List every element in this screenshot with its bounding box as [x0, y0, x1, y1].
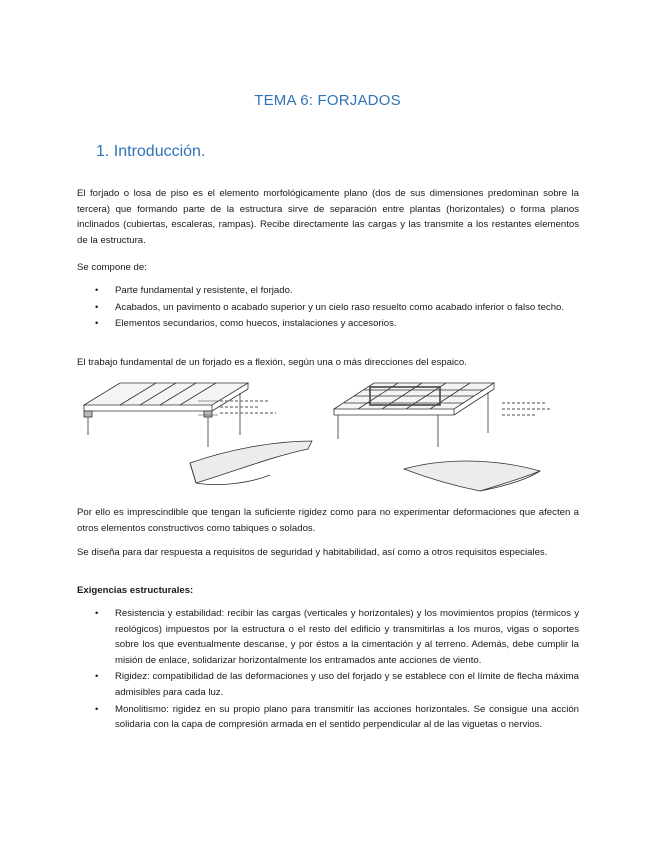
subheading-exigencias: Exigencias estructurales: — [77, 585, 194, 596]
list-item — [77, 669, 579, 700]
bullet-icon: • — [95, 671, 99, 683]
bullet-icon: • — [95, 285, 99, 296]
list-item-text: Monolitismo: rigidez en su propio plano para transmitir las acciones horizontales. Se consigue una acción solidaria con la capa de compresión armada en el sentido perpendicular al de las viguetas o nervios. — [115, 703, 579, 731]
paragraph-definition: El forjado o losa de piso es el elemento morfológicamente plano (dos de sus dimensiones predominan sobre la tercera) que formando parte de la estructura sirve de separación entre plantas (horizontales) o forma planos inclinados (cubiertas, escaleras, rampas). Recibe directamente las cargas y las transmite a los restantes elementos de la estructura. — [77, 188, 579, 246]
section-heading: 1. Introducción. — [96, 143, 206, 160]
bullet-icon: • — [95, 608, 99, 619]
paragraph-flexion: El trabajo fundamental de un forjado es a flexión, según una o más direcciones del espaico. — [77, 357, 467, 368]
list-item-text: Rigidez: compatibilidad de las deformaciones y uso del forjado y se establece con el límite de flecha máxima admisibles para cada luz. — [115, 671, 579, 698]
one-way-slab-illustration — [80, 375, 325, 495]
list-item-text: Elementos secundarios, como huecos, instalaciones y accesorios. — [115, 318, 397, 330]
bullet-list-requirements — [77, 606, 579, 734]
paragraph-compone: Se compone de: — [77, 262, 147, 273]
list-item-text: Resistencia y estabilidad: recibir las cargas (verticales y horizontales) y los movimientos propios (térmicos y reológicos) impuestos por la estructura o el resto del edificio y transmitirlas a los muros, vigas o soportes sobre los que eventualmente descanse, y por éstos a la cimentación y al terreno. Además, debe cumplir la misión de enlace, solidarizar horizontalmente los entramados ante acciones de viento. — [115, 608, 579, 666]
paragraph-rigidez: Por ello es imprescindible que tengan la suficiente rigidez como para no experimentar deformaciones que afecten a otros elementos constructivos como tabiques o solados. — [77, 507, 579, 534]
bullet-list-components — [77, 283, 579, 333]
list-item — [77, 300, 579, 316]
bullet-icon: • — [95, 703, 99, 715]
list-item — [77, 283, 579, 299]
paragraph-diseno: Se diseña para dar respuesta a requisitos de seguridad y habitabilidad, así como a otros requisitos especiales. — [77, 547, 548, 558]
bullet-icon: • — [95, 301, 99, 313]
two-way-slab-illustration — [330, 375, 575, 495]
page-title: TEMA 6: FORJADOS — [254, 92, 401, 109]
bullet-icon: • — [95, 318, 99, 330]
list-item-text: Parte fundamental y resistente, el forjado. — [115, 285, 293, 296]
list-item — [77, 316, 579, 332]
list-item — [77, 702, 579, 733]
list-item-text: Acabados, un pavimento o acabado superior y un cielo raso resuelto como acabado inferior o falso techo. — [115, 301, 565, 313]
list-item — [77, 606, 579, 668]
